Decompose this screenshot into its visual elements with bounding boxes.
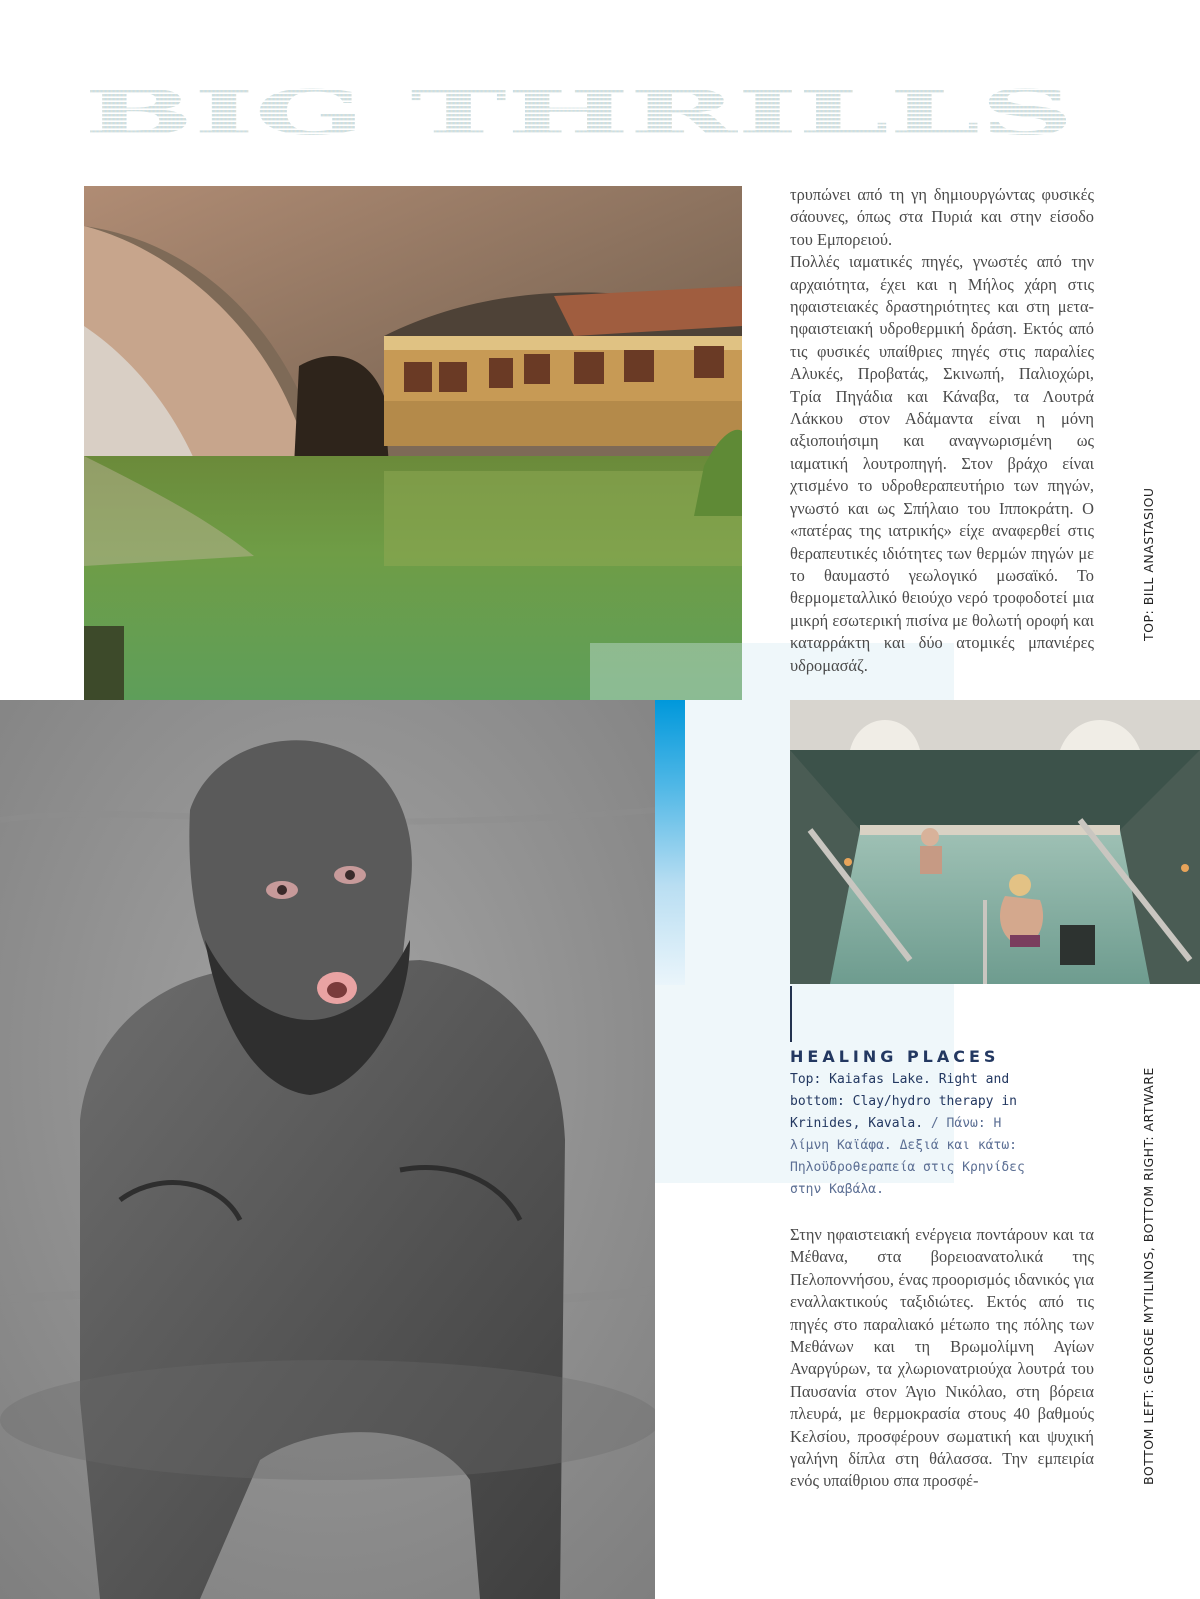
- page-header-title: [84, 86, 1074, 142]
- article-text-top: [790, 184, 1094, 677]
- photo-credit-bottom: BOTTOM LEFT: GEORGE MYTILINOS, BOTTOM RIGHT: ARTWARE: [1141, 1067, 1156, 1485]
- paragraph: τρυπώνει από τη γη δημιουργώντας φυσικές σάουνες, όπως στα Πυριά και στην είσοδο του Εμπορειού.: [790, 185, 1094, 249]
- header-title-text: BIG THRILLS: [84, 86, 1074, 142]
- header-title-graphic: [84, 86, 1074, 142]
- paragraph: Στην ηφαιστειακή ενέργεια ποντάρουν και τα Μέθανα, στα βορειοανατολικά της Πελοποννήσου, ένας προορισμός ιδανικός για εναλλακτικούς ταξιδιώτες. Εκτός από τις πηγές στο παραλιακό μέτωπο της πόλης των Μεθάνων και τη Βρωμολίμνη Αγίων Αναργύρων, τα χλωριονατριούχα λουτρά του Παυσανία στον Άγιο Νικόλαο, στη βόρεια πλευρά, με θερμοκρασία στους 40 βαθμούς Κελσίου, προσφέρουν σωματική και ψυχική γαλήνη δίπλα στη θάλασσα. Την εμπειρία ενός υπαίθριου σπα προσφέ-: [790, 1225, 1094, 1491]
- caption-divider: [790, 986, 792, 1042]
- caption-separator: /: [923, 1116, 947, 1131]
- caption-greek: Πάνω: Η λίμνη Καϊάφα. Δεξιά και κάτω: Πηλοϋδροθεραπεία στις Κρηνίδες στην Καβάλα.: [790, 1116, 1025, 1197]
- article-text-bottom: [790, 1224, 1094, 1493]
- photo-credit-top: TOP: BILL ANASTASIOU: [1141, 487, 1156, 641]
- hydro-therapy-pool-photo: [790, 700, 1200, 984]
- clay-therapy-photo: [0, 700, 655, 1599]
- caption-english: Top: Kaiafas Lake. Right and bottom: Clay/hydro therapy in Krinides, Kavala.: [790, 1072, 1017, 1131]
- caption-title: HEALING PLACES: [790, 1047, 1000, 1066]
- paragraph: Πολλές ιαματικές πηγές, γνωστές από την αρχαιότητα, έχει και η Μήλος χάρη στις ηφαιστειακές δραστηριότητες και στη μετα-ηφαιστειακή υδροθερμική δράση. Εκτός από τις φυσικές υπαίθριες πηγές στις παραλίες Αλυκές, Προβατάς, Σκινωπή, Παλιοχώρι, Τρία Πηγάδια και Κάναβα, τα Λουτρά Λάκκου στον Αδάμαντα είναι η μόνη αξιοποιήσιμη και αναγνωρισμένη ως ιαματική λουτροπηγή. Στον βράχο είναι χτισμένο το υδροθεραπευτήριο των πηγών, γνωστό και ως Σπήλαιο του Ιπποκράτη. Ο «πατέρας της ιατρικής» είχε αναφερθεί στις θεραπευτικές ιδιότητες των θερμών πηγών με το θαυμαστό γεωλογικό μωσαϊκό. Το θερμομεταλλικό θειούχο νερό τροφοδοτεί μια μικρή εσωτερική πισίνα με θολωτή οροφή και καταρράκτη και δύο ατομικές μπανιέρες υδρομασάζ.: [790, 252, 1094, 675]
- photo-caption: [790, 1046, 1040, 1201]
- accent-gradient-bar: [655, 700, 685, 985]
- kaiafas-lake-photo: [84, 186, 742, 700]
- caption-body: [790, 1069, 1040, 1201]
